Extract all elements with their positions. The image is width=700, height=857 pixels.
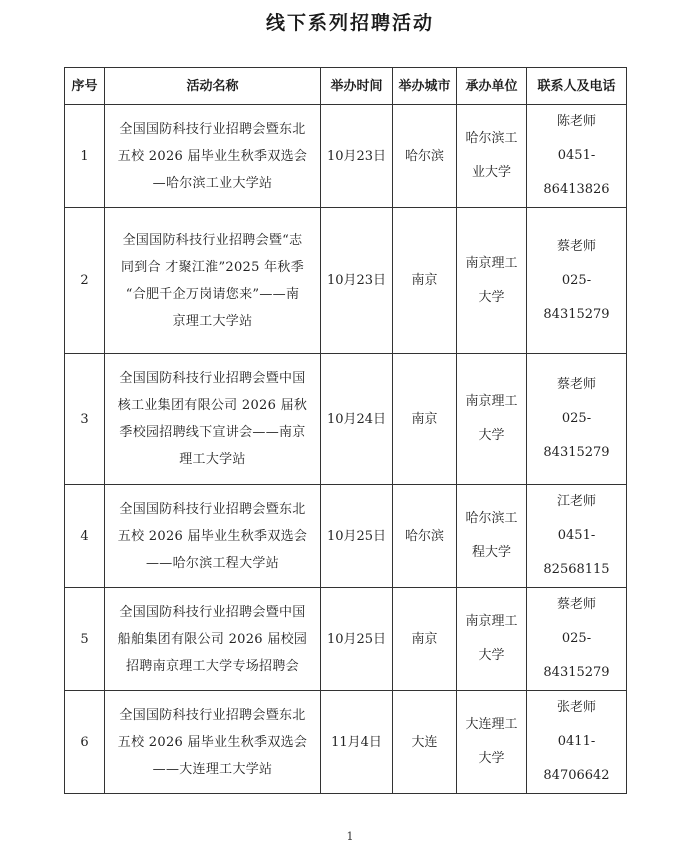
host-line: 南京理工 — [465, 394, 518, 409]
city-text: 哈尔滨 — [404, 528, 444, 544]
cell-city — [393, 588, 457, 691]
cell-contact — [527, 588, 627, 691]
activity-name-line: 船舶集团有限公司 2026 届校园 — [117, 631, 308, 647]
host-line: 南京理工 — [465, 614, 518, 629]
activity-name-line: —哈尔滨工业大学站 — [152, 175, 273, 191]
time-text: 10月23日 — [326, 148, 387, 164]
table-row — [65, 354, 627, 485]
time-text: 10月25日 — [326, 528, 387, 544]
cell-contact — [527, 354, 627, 485]
table-row — [65, 105, 627, 208]
city-text: 大连 — [411, 734, 438, 750]
activity-name-line: 同到合 才聚江淮”2025 年秋季 — [120, 259, 305, 275]
cell-time — [321, 588, 393, 691]
activity-name-line: ——大连理工大学站 — [152, 761, 273, 777]
activity-name-line: 五校 2026 届毕业生秋季双选会 — [117, 148, 308, 164]
time-text: 11月4日 — [331, 734, 382, 750]
city-text: 南京 — [411, 631, 438, 647]
city-text: 哈尔滨 — [404, 148, 444, 164]
table-row — [65, 691, 627, 794]
header-time: 举办时间 — [321, 68, 393, 105]
contact-phone: 025-84315279 — [543, 411, 610, 460]
cell-seq — [65, 485, 105, 588]
cell-activity-name — [105, 105, 321, 208]
cell-contact — [527, 208, 627, 354]
seq-text: 6 — [80, 734, 89, 750]
contact-phone: 0451-86413826 — [543, 148, 610, 197]
table-row — [65, 485, 627, 588]
activity-name-line: 核工业集团有限公司 2026 届秋 — [117, 398, 308, 413]
time-text: 10月25日 — [326, 631, 387, 647]
activity-name-line: 招聘南京理工大学专场招聘会 — [126, 658, 299, 674]
contact-name: 张老师 — [556, 700, 596, 715]
page-title: 线下系列招聘活动 — [265, 12, 434, 34]
cell-contact — [527, 485, 627, 588]
cell-host — [457, 105, 527, 208]
cell-city — [393, 485, 457, 588]
cell-activity-name — [105, 354, 321, 485]
cell-host — [457, 354, 527, 485]
activity-name-line: 全国国防科技行业招聘会暨东北 — [119, 707, 306, 723]
page-number: 1 — [346, 830, 354, 843]
cell-time — [321, 208, 393, 354]
activity-name-line: 季校园招聘线下宣讲会——南京 — [119, 425, 306, 440]
contact-phone: 0411-84706642 — [543, 734, 610, 783]
cell-city — [393, 208, 457, 354]
recruitment-table — [64, 67, 627, 794]
city-text: 南京 — [411, 411, 438, 427]
seq-text: 1 — [80, 148, 89, 164]
contact-name: 陈老师 — [556, 114, 596, 129]
seq-text: 4 — [80, 528, 89, 544]
host-line: 大学 — [478, 428, 505, 443]
cell-city — [393, 354, 457, 485]
activity-name-line: 全国国防科技行业招聘会暨东北 — [119, 121, 306, 137]
header-contact: 联系人及电话 — [527, 68, 627, 105]
cell-time — [321, 485, 393, 588]
cell-activity-name — [105, 691, 321, 794]
cell-city — [393, 691, 457, 794]
cell-contact — [527, 105, 627, 208]
host-line: 大学 — [478, 289, 505, 305]
cell-city — [393, 105, 457, 208]
activity-name-line: 全国国防科技行业招聘会暨东北 — [119, 501, 306, 517]
cell-activity-name — [105, 588, 321, 691]
contact-name: 江老师 — [556, 494, 596, 509]
cell-contact — [527, 691, 627, 794]
cell-seq — [65, 691, 105, 794]
cell-host — [457, 691, 527, 794]
cell-seq — [65, 105, 105, 208]
cell-activity-name — [105, 485, 321, 588]
activity-name-line: 京理工大学站 — [172, 313, 253, 329]
cell-seq — [65, 208, 105, 354]
cell-host — [457, 485, 527, 588]
activity-name-line: 全国国防科技行业招聘会暨中国 — [119, 604, 306, 620]
header-city: 举办城市 — [393, 68, 457, 105]
header-host: 承办单位 — [457, 68, 527, 105]
host-line: 业大学 — [471, 165, 511, 180]
contact-phone: 025-84315279 — [543, 272, 610, 322]
activity-name-line: 全国国防科技行业招聘会暨中国 — [119, 371, 306, 386]
contact-phone: 0451-82568115 — [543, 528, 610, 577]
header-name: 活动名称 — [105, 68, 321, 105]
table-row — [65, 208, 627, 354]
time-text: 10月24日 — [326, 411, 387, 427]
cell-time — [321, 105, 393, 208]
header-row — [65, 68, 627, 105]
table-row — [65, 588, 627, 691]
cell-host — [457, 588, 527, 691]
activity-name-line: “合肥千企万岗请您来”——南 — [125, 286, 300, 302]
cell-time — [321, 691, 393, 794]
cell-time — [321, 354, 393, 485]
header-seq: 序号 — [65, 68, 105, 105]
contact-name: 蔡老师 — [556, 238, 596, 254]
seq-text: 2 — [80, 273, 89, 288]
seq-text: 3 — [80, 411, 89, 427]
host-line: 哈尔滨工 — [465, 511, 518, 526]
contact-name: 蔡老师 — [556, 597, 596, 612]
contact-name: 蔡老师 — [556, 377, 596, 392]
activity-name-line: 全国国防科技行业招聘会暨“志 — [122, 232, 303, 248]
host-line: 南京理工 — [465, 255, 518, 271]
host-line: 程大学 — [471, 545, 511, 560]
activity-name-line: 五校 2026 届毕业生秋季双选会 — [117, 528, 308, 544]
activity-name-line: 五校 2026 届毕业生秋季双选会 — [117, 734, 308, 750]
activity-name-line: ——哈尔滨工程大学站 — [146, 555, 279, 571]
host-line: 哈尔滨工 — [465, 131, 518, 146]
seq-text: 5 — [80, 631, 89, 647]
cell-seq — [65, 588, 105, 691]
host-line: 大学 — [478, 751, 505, 766]
host-line: 大学 — [478, 648, 505, 663]
time-text: 10月23日 — [326, 273, 387, 288]
cell-seq — [65, 354, 105, 485]
activity-name-line: 理工大学站 — [179, 452, 246, 467]
host-line: 大连理工 — [465, 717, 518, 732]
contact-phone: 025-84315279 — [543, 631, 610, 680]
cell-host — [457, 208, 527, 354]
city-text: 南京 — [411, 273, 438, 288]
cell-activity-name — [105, 208, 321, 354]
